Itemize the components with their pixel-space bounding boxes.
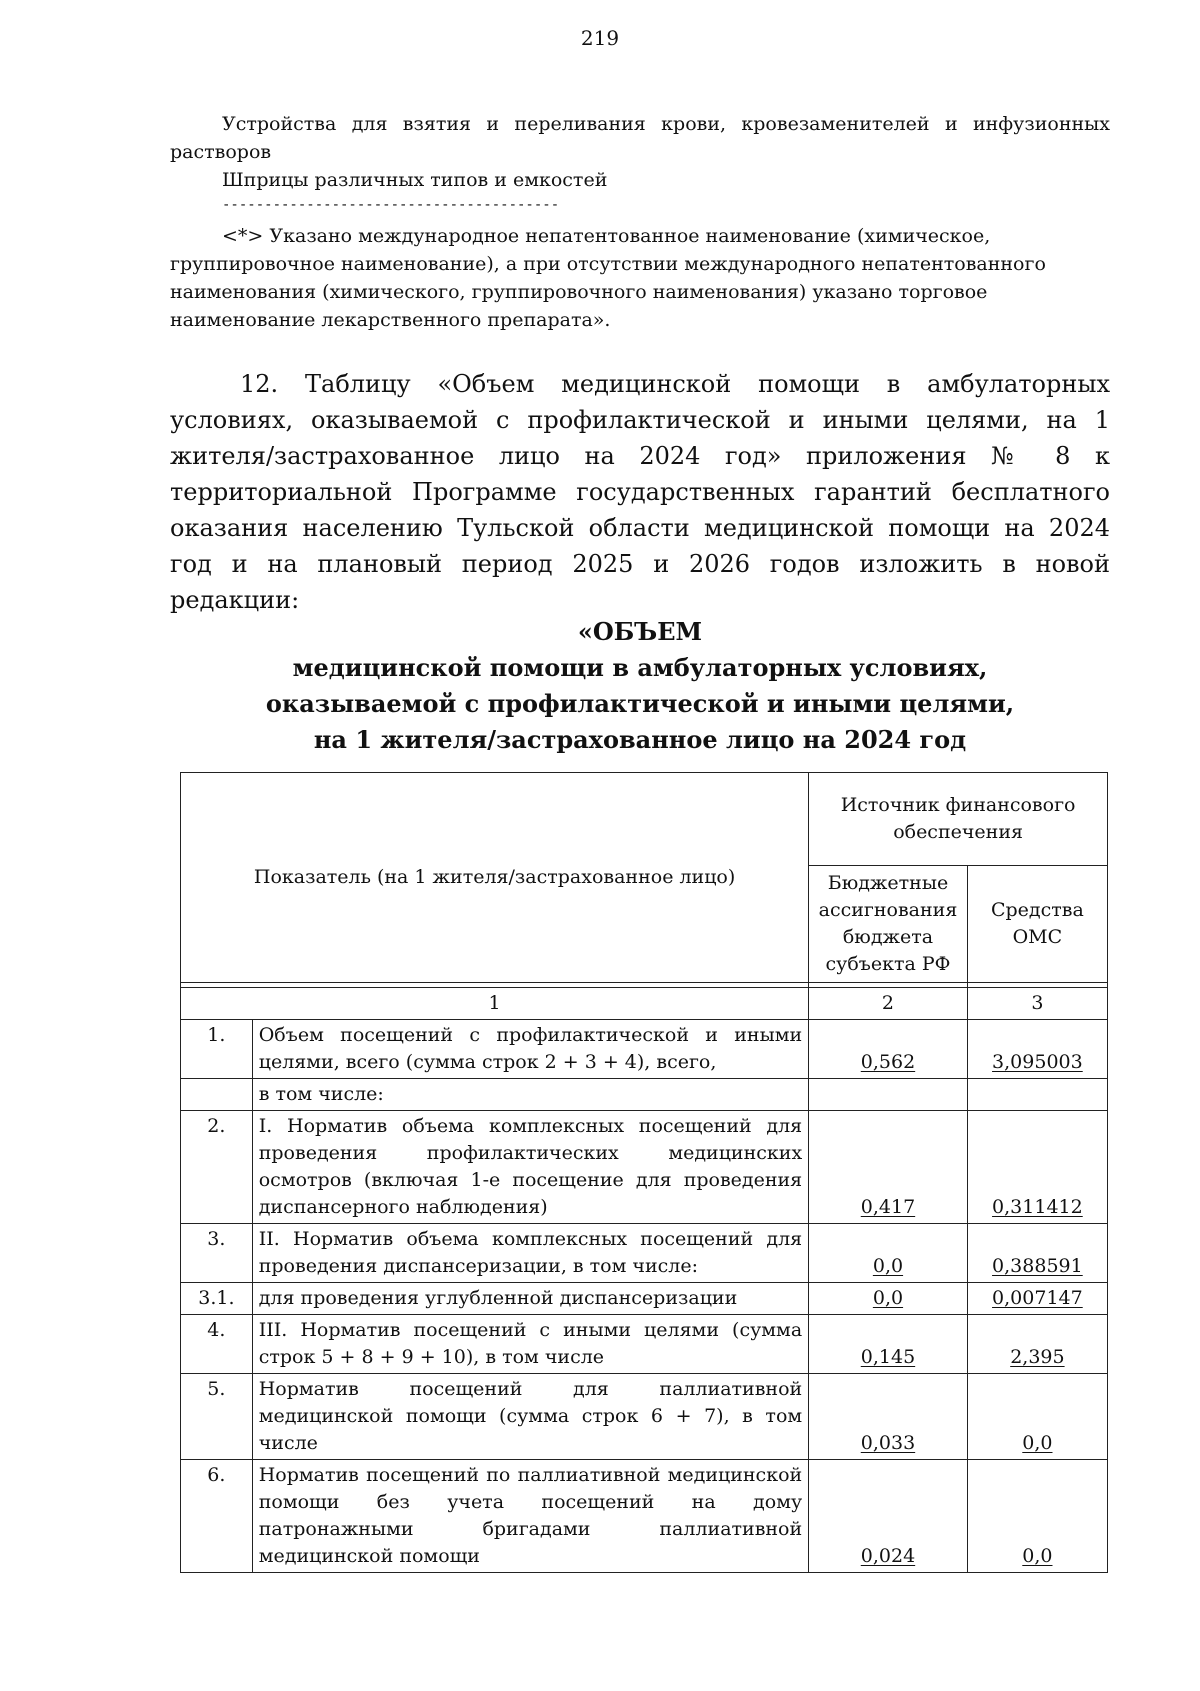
column-number-3: 3: [967, 988, 1107, 1020]
row-budget-value: 0,0: [809, 1283, 968, 1315]
row-budget-value: 0,033: [809, 1374, 968, 1460]
volume-table: [180, 772, 1108, 1573]
row-text: III. Норматив посещений с иными целями (сумма строк 5 + 8 + 9 + 10), в том числе: [252, 1315, 808, 1374]
row-budget-value: 0,145: [809, 1315, 968, 1374]
row-number: 1.: [181, 1020, 253, 1079]
row-oms-value: 0,0: [967, 1460, 1107, 1573]
row-number: 4.: [181, 1315, 253, 1374]
table-row: [181, 1315, 1108, 1374]
table-row: [181, 1079, 1108, 1111]
row-budget-value: 0,562: [809, 1020, 968, 1079]
title-line-2: медицинской помощи в амбулаторных условиях,: [292, 653, 988, 682]
row-oms-value: 0,388591: [967, 1224, 1107, 1283]
row-text: Объем посещений с профилактической и иными целями, всего (сумма строк 2 + 3 + 4), всего,: [252, 1020, 808, 1079]
table-row: [181, 1224, 1108, 1283]
footnote: [170, 222, 1110, 334]
row-text: для проведения углубленной диспансеризации: [252, 1283, 808, 1315]
row-text: II. Норматив объема комплексных посещений для проведения диспансеризации, в том числе:: [252, 1224, 808, 1283]
row-number: 5.: [181, 1374, 253, 1460]
document-title: [170, 614, 1110, 758]
row-oms-value: 0,0: [967, 1374, 1107, 1460]
list-item-syringes: Шприцы различных типов и емкостей: [222, 169, 608, 191]
row-budget-value: 0,417: [809, 1111, 968, 1224]
header-oms: Средства ОМС: [967, 866, 1107, 983]
column-numbers-row: [181, 988, 1108, 1020]
row-number: 3.: [181, 1224, 253, 1283]
page-number: 219: [580, 26, 620, 50]
row-oms-value: 3,095003: [967, 1020, 1107, 1079]
row-text: Норматив посещений для паллиативной медицинской помощи (сумма строк 6 + 7), в том числе: [252, 1374, 808, 1460]
footnote-separator: ----------------------------------------: [222, 197, 560, 213]
row-number: 6.: [181, 1460, 253, 1573]
row-budget-value: 0,024: [809, 1460, 968, 1573]
top-block: [170, 110, 1110, 334]
row-text: Норматив посещений по паллиативной медицинской помощи без учета посещений на дому патронажными бригадами паллиативной медицинской помощи: [252, 1460, 808, 1573]
title-line-4: на 1 жителя/застрахованное лицо на 2024 год: [313, 725, 967, 754]
list-item-transfusion-devices: Устройства для взятия и переливания крови, кровезаменителей и инфузионных растворов: [170, 113, 1110, 163]
paragraph-12: 12. Таблицу «Объем медицинской помощи в амбулаторных условиях, оказываемой с профилактической и иными целями, на 1 жителя/застрахованное лицо на 2024 год» приложения № 8 к территориальной Программе государственных гарантий бесплатного оказания населению Тульской области медицинской помощи на 2024 год и на плановый период 2025 и 2026 годов изложить в новой редакции:: [170, 370, 1110, 614]
header-budget: Бюджетные ассигнования бюджета субъекта РФ: [809, 866, 968, 983]
title-line-3: оказываемой с профилактической и иными целями,: [265, 689, 1015, 718]
table-row: [181, 1460, 1108, 1573]
row-budget-value: 0,0: [809, 1224, 968, 1283]
table-row: [181, 1283, 1108, 1315]
row-text: в том числе:: [252, 1079, 808, 1111]
row-oms-value: 2,395: [967, 1315, 1107, 1374]
header-indicator: Показатель (на 1 жителя/застрахованное лицо): [181, 773, 809, 983]
row-text: I. Норматив объема комплексных посещений для проведения профилактических медицинских осмотров (включая 1-е посещение для проведения диспансерного наблюдения): [252, 1111, 808, 1224]
row-number: 2.: [181, 1111, 253, 1224]
title-line-1: «ОБЪЕМ: [577, 617, 703, 646]
row-budget-value: [809, 1079, 968, 1111]
row-number: 3.1.: [181, 1283, 253, 1315]
column-number-1: 1: [181, 988, 809, 1020]
table-row: [181, 1020, 1108, 1079]
footnote-text: <*> Указано международное непатентованное наименование (химическое, группировочное наименование), а при отсутствии международного непатентованного наименования (химического, группировочного наименования) указано торговое наименование лекарственного препарата».: [170, 225, 1046, 331]
row-oms-value: 0,007147: [967, 1283, 1107, 1315]
row-number: [181, 1079, 253, 1111]
header-source: Источник финансового обеспечения: [809, 773, 1108, 866]
table-row: [181, 1374, 1108, 1460]
row-oms-value: [967, 1079, 1107, 1111]
row-oms-value: 0,311412: [967, 1111, 1107, 1224]
column-number-2: 2: [809, 988, 968, 1020]
table-row: [181, 1111, 1108, 1224]
